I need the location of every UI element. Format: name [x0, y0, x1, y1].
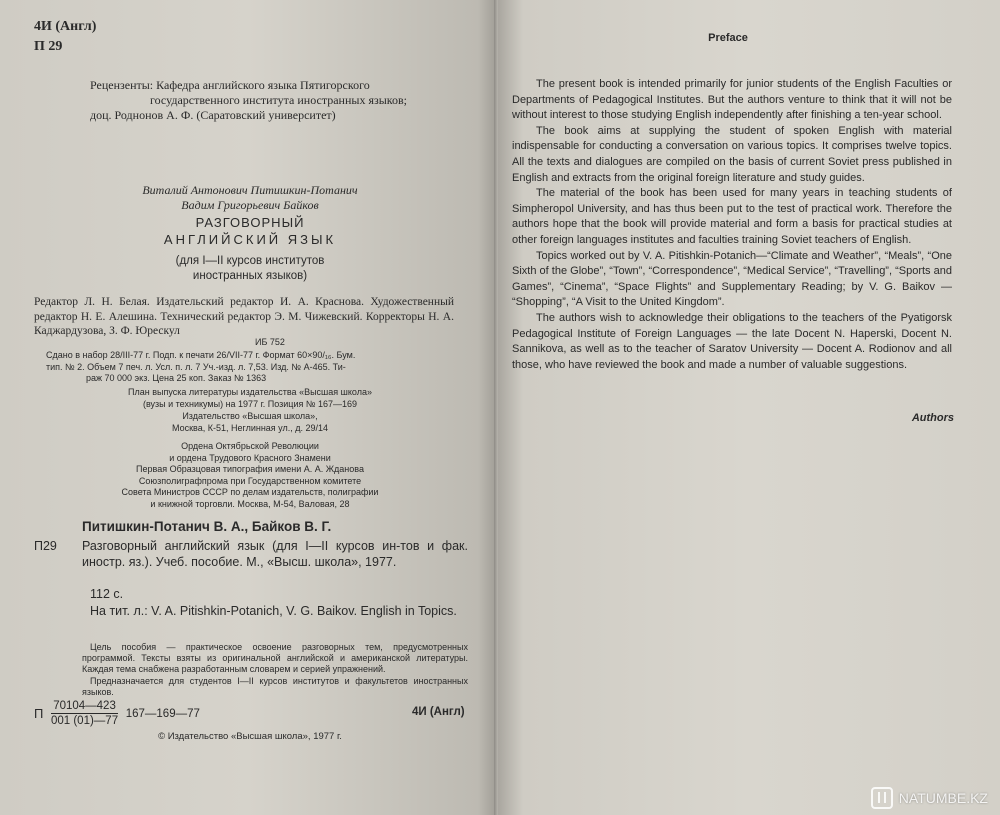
abstract-audience: Предназначается для студентов I—II курсов институтов и факультетов иностранных языков. — [82, 676, 468, 697]
preface-paragraph-2: The book aims at supplying the student of spoken English with material indispensable for conducting a conversation on various topics. It comprises twelve topics. All the texts and dialogues are compiled on the basis of current Soviet press published in English and extracts from the original foreign literature and study guides. — [512, 124, 952, 184]
ib-number: ИБ 752 — [255, 337, 285, 347]
catalog-code: П 29 — [34, 39, 63, 54]
print-details — [46, 350, 466, 385]
plan-line-1: План выпуска литературы издательства «Высшая школа» — [128, 387, 372, 397]
printing-line-3: Первая Образцовая типография имени А. А. Жданова — [136, 464, 364, 474]
index-letter: П — [34, 705, 44, 721]
bibliography-pages: 112 с. — [90, 587, 124, 601]
index-tail: 167—169—77 — [125, 707, 200, 720]
book-subtitle — [60, 254, 440, 284]
print-line-1: Сдано в набор 28/III-77 г. Подп. к печати 26/VII-77 г. Формат 60×90/₁₆. Бум. — [46, 350, 356, 360]
watermark — [871, 787, 988, 809]
book-title-line-1: РАЗГОВОРНЫЙ — [195, 215, 305, 230]
book-title — [60, 214, 440, 248]
classification-code: 4И (Англ) — [34, 19, 97, 34]
left-page — [0, 0, 498, 815]
subtitle-line-1: (для I—II курсов институтов — [175, 255, 325, 267]
right-page — [498, 0, 1000, 815]
reviewers-line-1: Рецензенты: Кафедра английского языка Пятигорского — [90, 78, 370, 92]
preface-paragraph-1: The present book is intended primarily for junior students of the English Faculties or Departments of Pedagogical Institutes. But the authors venture to think that it will not be without interest to those studying English independently after finishing a ten-year school. — [512, 78, 952, 122]
publisher-address — [40, 411, 460, 434]
watermark-logo-icon — [871, 787, 893, 809]
preface-title: Preface — [708, 32, 748, 44]
printing-line-2: и ордена Трудового Красного Знамени — [169, 452, 331, 463]
preface-paragraph-5: The authors wish to acknowledge their obligations to the teachers of the Pyatigorsk Pedagogical Institute of Foreign Languages — the late Docent N. Haperski, Docent N. Sannikova, as well as to the teacher of Saratov University — Docent A. Rodionov and all those, who have reviewed the book and made a number of valuable suggestions. — [512, 311, 952, 371]
index-fraction — [51, 699, 118, 728]
watermark-text: NATUMBE.KZ — [898, 790, 988, 806]
print-line-3: раж 70 000 экз. Цена 25 коп. Заказ № 1363 — [86, 373, 267, 383]
publication-plan — [40, 387, 460, 410]
preface-signature: Authors — [911, 412, 954, 424]
copyright: © Издательство «Высшая школа», 1977 г. — [158, 731, 342, 742]
reviewers-line-2: государственного института иностранных языков; — [150, 93, 407, 107]
index-numerator: 70104—423 — [51, 699, 118, 714]
reviewers-block — [90, 78, 470, 123]
plan-line-2: (вузы и техникумы) на 1977 г. Позиция № 167—169 — [142, 398, 358, 409]
bibliography-title-note: На тит. л.: V. A. Pitishkin-Potanich, V. G. Baikov. English in Topics. — [90, 604, 457, 618]
index-classification: 4И (Англ) — [412, 706, 465, 718]
printing-line-1: Ордена Октябрьской Революции — [181, 441, 319, 451]
reviewers-line-3: доц. Роднонов А. Ф. (Саратовский университет) — [90, 108, 336, 122]
print-line-2: тип. № 2. Объем 7 печ. л. Усл. п. л. 7 Уч.-изд. л. 7,53. Изд. № А-465. Ти- — [46, 361, 346, 372]
printing-house — [40, 441, 460, 510]
printing-line-4: Союзполиграфпрома при Государственном комитете — [138, 475, 362, 486]
author-2: Вадим Григорьевич Байков — [181, 198, 319, 212]
subtitle-line-2: иностранных языков) — [192, 270, 308, 282]
printing-line-5: Совета Министров СССР по делам издательств, полиграфии — [121, 487, 379, 497]
publisher-line-2: Москва, К-51, Неглинная ул., д. 29/14 — [172, 422, 328, 433]
preface-paragraph-4: Topics worked out by V. A. Pitishkin-Potanich—“Climate and Weather”, “Meals”, “One Sixth of the Globe”, “Town”, “Correspondence”, “Medical Service”, “Travelling”, “Sports and Games”, “Cinema”, “Space Flights” and Supplementary Reading; by V. G. Baikov — “Shopping”, “A Visit to the United Kingdom”. — [512, 249, 952, 309]
preface-body — [512, 77, 952, 373]
printing-line-6: и книжной торговли. Москва, М-54, Валовая, 28 — [150, 498, 350, 509]
book-title-line-2: АНГЛИЙСКИЙ ЯЗЫК — [163, 232, 337, 247]
author-1: Виталий Антонович Питишкин-Потанич — [142, 183, 358, 197]
index-denominator: 001 (01)—77 — [50, 715, 119, 727]
index-formula — [34, 699, 200, 728]
publisher-line-1: Издательство «Высшая школа», — [182, 411, 318, 421]
preface-paragraph-3: The material of the book has been used for many years in teaching students of Simpheropol University, and has thus been put to the test of practical work. Therefore the authors hope that the book will provide material and form a basis for practical studies at other foreign languages institutes and faculties training Soviet teachers of English. — [512, 187, 952, 246]
preface-title-wrap — [498, 32, 958, 44]
bibliography-code: П29 — [34, 539, 57, 553]
editors-block: Редактор Л. Н. Белая. Издательский редактор И. А. Краснова. Художественный редактор Н. Е. Алешина. Технический редактор Э. М. Чижевский. Корректоры Н. А. Каджардузова, З. Ф. Юрескул — [34, 296, 454, 337]
bibliography-heading: Питишкин-Потанич В. А., Байков В. Г. — [82, 519, 332, 534]
authors-block — [60, 183, 440, 213]
bibliography-entry: Разговорный английский язык (для I—II курсов ин-тов и фак. иностр. яз.). Учеб. пособие. М., «Высш. школа», 1977. — [82, 539, 468, 569]
abstract: Цель пособия — практическое освоение разговорных тем, предусмотренных программой. Тексты взяты из оригинальной английской и американской литературы. Каждая тема снабжена разработанным словарем и серией упражнений. — [82, 642, 468, 674]
